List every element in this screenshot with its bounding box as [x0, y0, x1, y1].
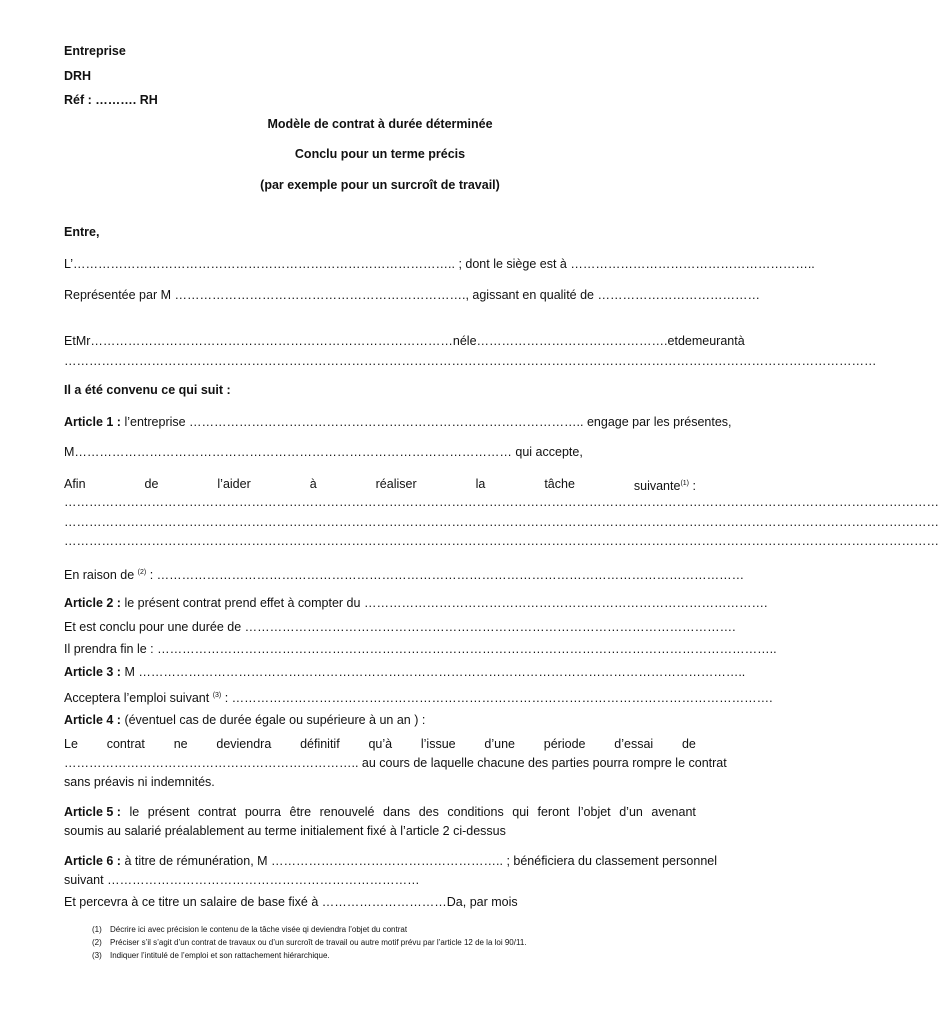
trial-word: définitif — [300, 737, 340, 751]
trial-word: l’issue — [420, 737, 456, 751]
article-3-label: Article 3 : — [64, 665, 121, 679]
article-5-word: conditions — [447, 805, 504, 819]
end-date-line: Il prendra fin le : ………………………………………………………………………………………………………………………………….. — [64, 642, 777, 656]
trial-word: de — [681, 737, 696, 751]
article-1-text: l’entreprise ………………………………………………………………………………….. engage par les présentes, — [120, 415, 732, 429]
article-4-line-2: …………………………………………………………….. au cours de laquelle chacune des parties pourra rompre le contrat — [64, 756, 727, 770]
footnote-2 — [92, 937, 527, 948]
article-2-line — [64, 595, 768, 611]
article-4-line-3: sans préavis ni indemnités. — [64, 775, 215, 789]
trial-word: contrat — [106, 737, 145, 751]
party-company-line: L’……………………………………………………………………………….. ; dont le siège est à ………………………………………………….. — [64, 257, 815, 271]
article-1-employee-line: M…………………………………………………………………………………………… qui accepte, — [64, 445, 583, 459]
article-3-line — [64, 664, 746, 680]
footnote-text: Décrire ici avec précision le contenu de la tâche visée qi deviendra l’objet du contrat — [110, 925, 408, 934]
task-word: l’aider — [217, 477, 251, 491]
task-dots-line-1: ………………………………………………………………………………………………………………………………………………………………………………………… — [64, 495, 939, 509]
employee-word: le — [466, 334, 477, 348]
footnote-ref-3: (3) — [212, 692, 222, 699]
article-4-line — [64, 712, 696, 728]
footnote-text: Préciser s’il s’agit d’un contrat de travaux ou d’un surcroît de travail ou autre motif prévu par l’article 12 de la loi 90/11. — [110, 938, 527, 947]
task-word: tâche — [544, 477, 575, 491]
article-2-label: Article 2 : — [64, 596, 121, 610]
task-dots-line-3: ………………………………………………………………………………………………………………………………………………………………………………………… — [64, 534, 939, 548]
trial-word: ne — [173, 737, 188, 751]
article-4-label: Article 4 : — [64, 713, 121, 727]
footnote-number: (2) — [92, 938, 102, 947]
article-5-word: le — [129, 805, 140, 819]
article-5-word: l’objet — [578, 805, 611, 819]
task-word: de — [144, 477, 159, 491]
article-5-word: dans — [383, 805, 411, 819]
address-dots-line: …………………………………………………………………………………………………………………………………………………………………………… — [64, 354, 877, 368]
employee-word: à — [737, 334, 745, 348]
trial-word: qu’à — [368, 737, 393, 751]
job-line: Acceptera l’emploi suivant $^{(3)}$ : …………………………………………………………………………………………………………………. — [64, 691, 773, 705]
employee-word: Mr……………………………………………………………………………né — [75, 334, 467, 348]
trial-word: d’une — [484, 737, 515, 751]
duration-line: Et est conclu pour une durée de ………………………………………………………………………………………………………. — [64, 620, 736, 634]
footnote-ref-1: (1) — [680, 480, 689, 487]
task-word: réaliser — [375, 477, 417, 491]
article-6-line — [64, 853, 717, 869]
task-word: Afin — [64, 477, 86, 491]
employee-word: ………………………………………. — [476, 334, 668, 348]
article-6-label: Article 6 : — [64, 854, 121, 868]
employee-line — [64, 333, 745, 349]
article-5-word: avenant — [651, 805, 696, 819]
article-5-word: présent — [147, 805, 190, 819]
footnote-number: (3) — [92, 951, 102, 960]
footnote-3 — [92, 950, 330, 961]
article-1-label: Article 1 : — [64, 415, 121, 429]
document-subtitle: Conclu pour un terme précis — [294, 147, 466, 161]
salary-line: Et percevra à ce titre un salaire de base fixé à …………………………Da, par mois — [64, 895, 518, 909]
company-label: Entreprise — [64, 44, 126, 58]
trial-word: d’essai — [614, 737, 654, 751]
employee-word: et — [667, 334, 678, 348]
footnote-1 — [92, 924, 407, 935]
document-subtitle-example: (par exemple pour un surcroît de travail) — [260, 178, 500, 192]
employee-word: Et — [64, 334, 76, 348]
department-label: DRH — [64, 69, 92, 83]
article-5-word: qui — [512, 805, 529, 819]
reason-line: En raison de $^{(2)}$ : …………………………………………………………………………………………………………………………… — [64, 568, 745, 582]
article-6-line-2: suivant ………………………………………………………………… — [64, 873, 420, 887]
task-word: à — [309, 477, 317, 491]
article-5-word: contrat — [198, 805, 237, 819]
footnote-text: Indiquer l’intitulé de l’emploi et son rattachement hiérarchique. — [110, 951, 330, 960]
article-5-line-2: soumis au salarié préalablement au terme initialement fixé à l’article 2 ci-dessus — [64, 824, 506, 838]
article-3-text: M ……………………………………………………………………………………………………………………………….. — [120, 665, 746, 679]
trial-word: deviendra — [216, 737, 272, 751]
trial-word: période — [543, 737, 586, 751]
footnote-ref-2: (2) — [137, 569, 147, 576]
article-5-word: feront — [537, 805, 570, 819]
task-word: la — [475, 477, 486, 491]
employee-word: demeurant — [677, 334, 738, 348]
article-5-word: renouvelé — [319, 805, 375, 819]
article-5-word: des — [418, 805, 439, 819]
article-1-line — [64, 414, 732, 430]
convenu-heading: Il a été convenu ce qui suit : — [64, 383, 231, 397]
entre-label: Entre, — [64, 225, 100, 239]
article-5-word: d’un — [619, 805, 643, 819]
article-4-text: (éventuel cas de durée égale ou supérieure à un an ) : — [120, 713, 426, 727]
article-5-line — [64, 804, 696, 820]
reference-label: Réf : ………. RH — [64, 93, 158, 107]
task-word-last: suivante$^{(1)}$ : — [633, 479, 696, 493]
document-title: Modèle de contrat à durée déterminée — [267, 117, 493, 131]
task-line — [64, 476, 696, 494]
task-dots-line-2: ………………………………………………………………………………………………………………………………………………………………………………………… — [64, 515, 939, 529]
article-5-word: pourra — [244, 805, 281, 819]
article-2-text: le présent contrat prend effet à compter du ……………………………………………………………………………………. — [120, 596, 768, 610]
article-6-text: à titre de rémunération, M ……………………………………………….. ; bénéficiera du classement personnel — [120, 854, 717, 868]
trial-word: Le — [64, 737, 78, 751]
article-5-label: Article 5 : — [64, 805, 121, 819]
represented-by-line: Représentée par M ……………………………………………………………., agissant en qualité de ………………………………… — [64, 288, 760, 302]
footnote-number: (1) — [92, 925, 102, 934]
article-5-word: être — [289, 805, 312, 819]
article-4-trial-line — [64, 736, 696, 752]
